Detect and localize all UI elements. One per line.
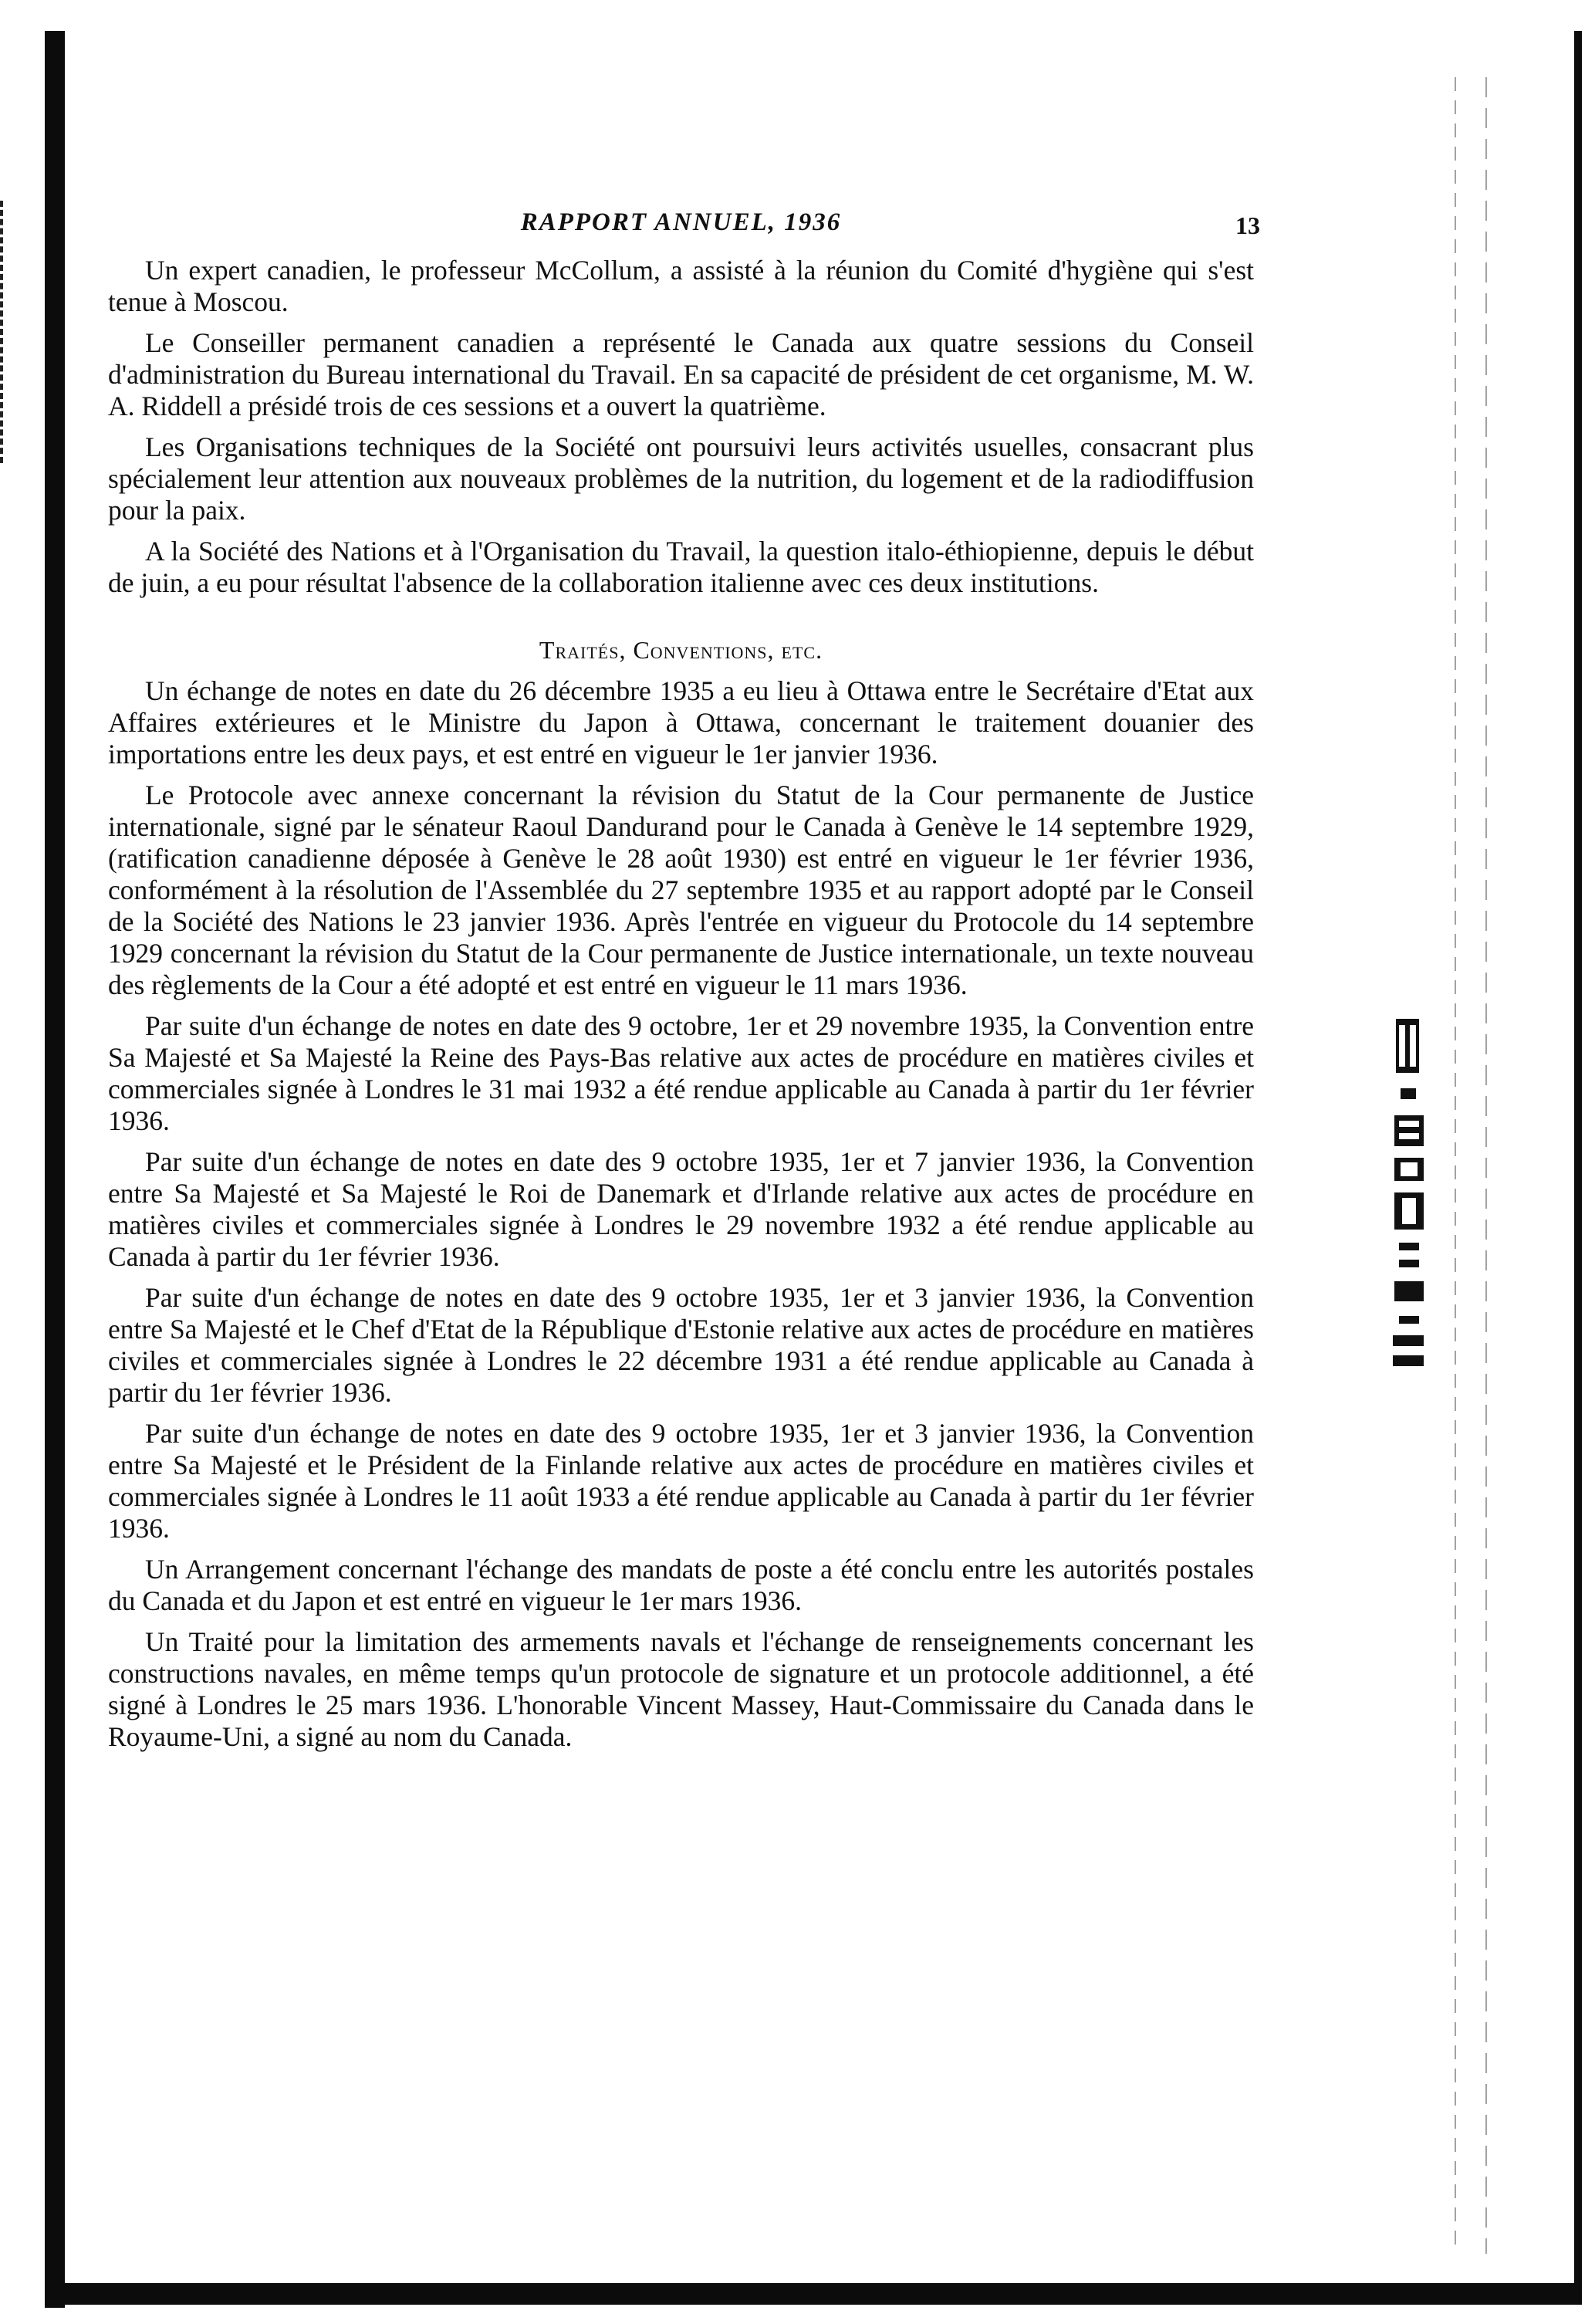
paragraph: Un expert canadien, le professeur McCollum, a assisté à la réunion du Comité d'hygiène qui s'est tenue à Moscou. — [108, 255, 1254, 317]
section-heading: Traités, Conventions, etc. — [539, 636, 823, 664]
paragraph: Par suite d'un échange de notes en date des 9 octobre 1935, 1er et 3 janvier 1936, la Convention entre Sa Majesté et le Chef d'Etat de la République d'Estonie relative aux actes de procédure en matières civiles et commerciales signée à Londres le 22 décembre 1931 a été rendue applicable au Canada à partir du 1er février 1936. — [108, 1282, 1254, 1408]
scan-margin-rule — [1455, 77, 1456, 2254]
document-page — [108, 208, 1260, 1762]
stamp-marks — [1385, 1019, 1431, 1374]
paragraph: Par suite d'un échange de notes en date des 9 octobre 1935, 1er et 3 janvier 1936, la Convention entre Sa Majesté et le Président de la Finlande relative aux actes de procédure en matières civiles et commerciales signée à Londres le 11 août 1933 a été rendue applicable au Canada à partir du 1er février 1936. — [108, 1418, 1254, 1544]
margin-stamp — [1385, 1019, 1431, 1374]
paragraph: Par suite d'un échange de notes en date des 9 octobre, 1er et 29 novembre 1935, la Convention entre Sa Majesté et Sa Majesté la Reine des Pays-Bas relative aux actes de procédure en matières civiles et commerciales signée à Londres le 31 mai 1932 a été rendue applicable au Canada à partir du 1er février 1936. — [108, 1010, 1254, 1136]
scan-edge-marks — [0, 201, 11, 463]
paragraph: Le Conseiller permanent canadien a représenté le Canada aux quatre sessions du Conseil d'administration du Bureau international du Travail. En sa capacité de président de cet organisme, M. W. A. Riddell a présidé trois de ces sessions et a ouvert la quatrième. — [108, 327, 1254, 421]
paragraph: Un Arrangement concernant l'échange des mandats de poste a été conclu entre les autorités postales du Canada et du Japon et est entré en vigueur le 1er mars 1936. — [108, 1554, 1254, 1616]
running-head — [108, 208, 1260, 255]
treaties-section — [108, 675, 1254, 1753]
scan-border-right — [1574, 31, 1582, 2305]
page-number: 13 — [1235, 211, 1260, 239]
scan-border-bottom — [45, 2283, 1580, 2305]
running-title: RAPPORT ANNUEL, 1936 — [520, 208, 842, 236]
paragraph: Les Organisations techniques de la Société ont poursuivi leurs activités usuelles, consacrant plus spécialement leur attention aux nouveaux problèmes de la nutrition, du logement et de la radiodiffusion pour la paix. — [108, 431, 1254, 526]
intro-section — [108, 255, 1254, 599]
scan-margin-rule — [1485, 77, 1487, 2254]
paragraph: A la Société des Nations et à l'Organisation du Travail, la question italo-éthiopienne, depuis le début de juin, a eu pour résultat l'absence de la collaboration italienne avec ces deux institutions. — [108, 536, 1254, 598]
paragraph: Un échange de notes en date du 26 décembre 1935 a eu lieu à Ottawa entre le Secrétaire d'Etat aux Affaires extérieures et le Ministre du Japon à Ottawa, concernant le traitement douanier des importations entre les deux pays, et est entré en vigueur le 1er janvier 1936. — [108, 675, 1254, 770]
paragraph: Par suite d'un échange de notes en date des 9 octobre 1935, 1er et 7 janvier 1936, la Convention entre Sa Majesté et Sa Majesté le Roi de Danemark et d'Irlande relative aux actes de procédure en matières civiles et commerciales signée à Londres le 29 novembre 1932 a été rendue applicable au Canada à partir du 1er février 1936. — [108, 1146, 1254, 1272]
paragraph: Un Traité pour la limitation des armements navals et l'échange de renseignements concernant les constructions navales, en même temps qu'un protocole de signature et un protocole additionnel, a été signé à Londres le 25 mars 1936. L'honorable Vincent Massey, Haut-Commissaire du Canada dans le Royaume-Uni, a signé au nom du Canada. — [108, 1626, 1254, 1752]
scan-border-left — [45, 31, 65, 2308]
paragraph: Le Protocole avec annexe concernant la révision du Statut de la Cour permanente de Justice internationale, signé par le sénateur Raoul Dandurand pour le Canada à Genève le 14 septembre 1929, (ratification canadienne déposée à Genève le 28 août 1930) est entré en vigueur le 1er février 1936, conformément à la résolution de l'Assemblée du 27 septembre 1935 et au rapport adopté par le Conseil de la Société des Nations le 23 janvier 1936. Après l'entrée en vigueur du Protocole du 14 septembre 1929 concernant la révision du Statut de la Cour permanente de Justice internationale, un texte nouveau des règlements de la Cour a été adopté et est entré en vigueur le 11 mars 1936. — [108, 780, 1254, 1000]
